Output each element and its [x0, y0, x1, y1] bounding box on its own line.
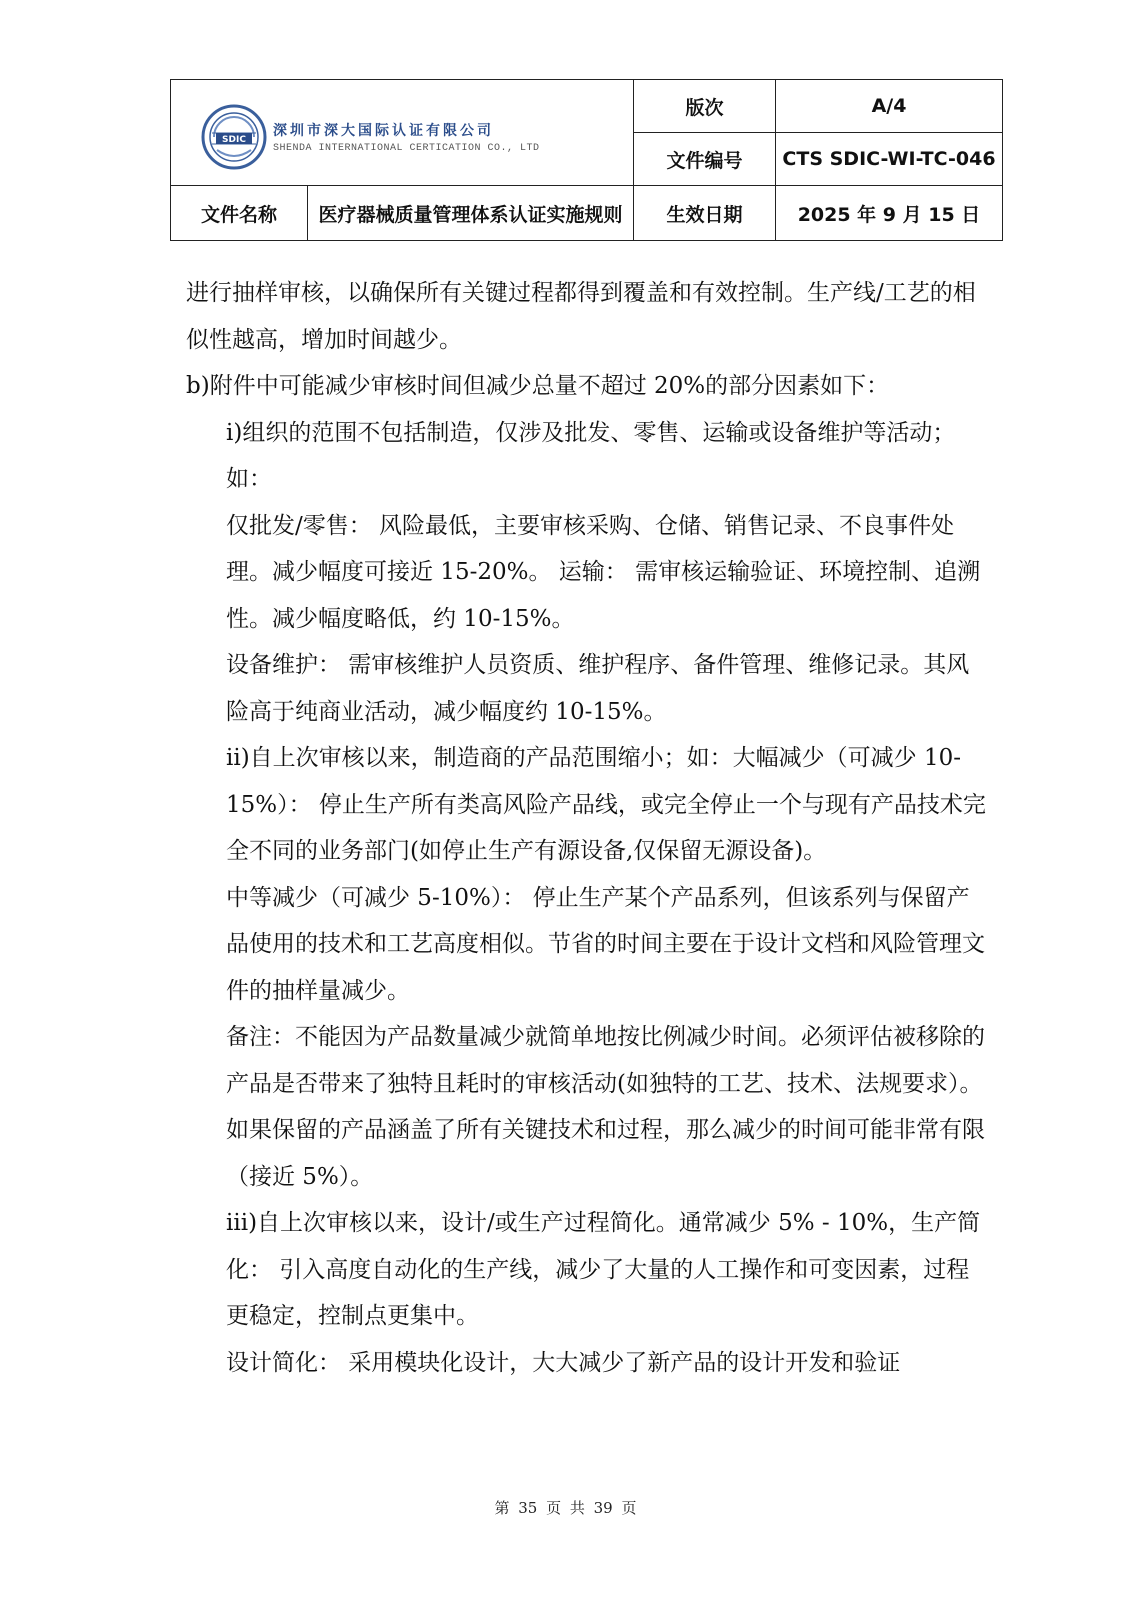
version-label: 版次	[634, 80, 776, 133]
company-seal-icon	[201, 104, 267, 170]
paragraph: iii)自上次审核以来，设计/或生产过程简化。通常减少 5% - 10%，生产简化： 引入高度自动化的生产线，减少了大量的人工操作和可变因素，过程更稳定，控制点更集中。	[226, 1210, 981, 1329]
paragraph: 设备维护： 需审核维护人员资质、维护程序、备件管理、维修记录。其风险高于纯商业活动，减少幅度约 10-15%。	[226, 652, 970, 725]
seal-text: SDIC	[222, 135, 246, 145]
paragraph: 如：	[226, 466, 272, 492]
paragraph: 中等减少（可减少 5-10%）： 停止生产某个产品系列，但该系列与保留产品使用的技术和工艺高度相似。节省的时间主要在于设计文档和风险管理文件的抽样量减少。	[226, 884, 985, 1004]
docno-label: 文件编号	[634, 133, 776, 186]
paragraph: 设计简化： 采用模块化设计，大大减少了新产品的设计开发和验证	[226, 1349, 901, 1376]
paragraph: i)组织的范围不包括制造，仅涉及批发、零售、运输或设备维护等活动；	[226, 419, 956, 446]
docname-label: 文件名称	[171, 186, 308, 241]
company-logo	[201, 104, 540, 170]
version-value: A/4	[776, 80, 1003, 133]
docno-value: CTS SDIC-WI-TC-046	[776, 133, 1003, 186]
document-body	[186, 270, 986, 1386]
paragraph: 仅批发/零售： 风险最低，主要审核采购、仓储、销售记录、不良事件处理。减少幅度可接近 15-20%。 运输： 需审核运输验证、环境控制、追溯性。减少幅度略低，约 10-15%。	[226, 512, 981, 632]
company-logo-cell	[171, 80, 634, 186]
company-name-cn: 深圳市深大国际认证有限公司	[273, 123, 494, 139]
docname-value: 医疗器械质量管理体系认证实施规则	[308, 186, 634, 241]
page-number: 第 35 页 共 39 页	[494, 1499, 637, 1517]
paragraph: ii)自上次审核以来，制造商的产品范围缩小；如：大幅减少（可减少 10-15%）： 停止生产所有类高风险产品线，或完全停止一个与现有产品技术完全不同的业务部门(如停止生产有源设备,仅保留无源设备)。	[226, 745, 986, 864]
effective-date-value: 2025 年 9 月 15 日	[776, 186, 1003, 241]
document-header-table	[170, 79, 1003, 241]
effective-date-label: 生效日期	[634, 186, 776, 241]
paragraph: b)附件中可能减少审核时间但减少总量不超过 20%的部分因素如下：	[186, 373, 890, 399]
paragraph: 备注：不能因为产品数量减少就简单地按比例减少时间。必须评估被移除的产品是否带来了独特且耗时的审核活动(如独特的工艺、技术、法规要求）。如果保留的产品涵盖了所有关键技术和过程，那么减少的时间可能非常有限（接近 5%）。	[226, 1024, 985, 1190]
company-name-en: SHENDA INTERNATIONAL CERTICATION CO., LTD	[273, 143, 540, 154]
paragraph: 进行抽样审核，以确保所有关键过程都得到覆盖和有效控制。生产线/工艺的相似性越高，增加时间越少。	[186, 280, 976, 353]
